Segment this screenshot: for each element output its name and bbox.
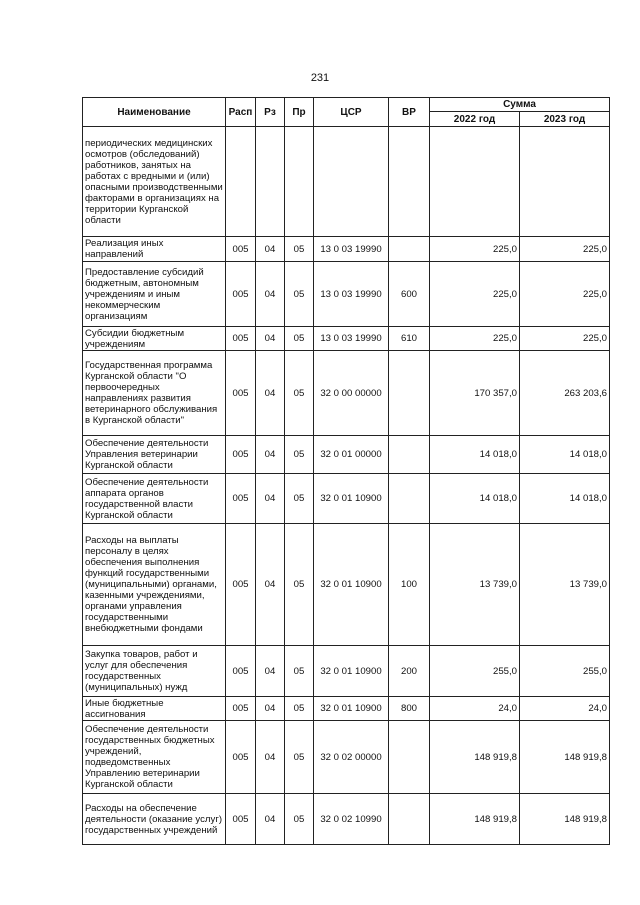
- row-csr: 32 0 01 10900: [314, 697, 389, 721]
- row-amount-2023: 263 203,6: [520, 351, 610, 436]
- header-year-2022: 2022 год: [430, 112, 520, 127]
- row-rasp: 005: [226, 697, 256, 721]
- table-body: [83, 127, 610, 845]
- header-csr: ЦСР: [314, 98, 389, 127]
- row-amount-2023: 255,0: [520, 646, 610, 697]
- row-pr: 05: [285, 351, 314, 436]
- table-header: [83, 98, 610, 127]
- header-rasp: Расп: [226, 98, 256, 127]
- table-row: [83, 127, 610, 237]
- row-vr: [389, 436, 430, 474]
- row-pr: 05: [285, 262, 314, 327]
- row-pr: 05: [285, 697, 314, 721]
- row-amount-2022: 14 018,0: [430, 436, 520, 474]
- row-amount-2023: 148 919,8: [520, 721, 610, 794]
- row-amount-2023: 148 919,8: [520, 794, 610, 845]
- row-name: Предоставление субсидий бюджетным, автономным учреждениям и иным некоммерческим организациям: [83, 262, 226, 327]
- row-rz: [256, 127, 285, 237]
- row-rz: 04: [256, 474, 285, 524]
- row-rasp: [226, 127, 256, 237]
- row-vr: 610: [389, 327, 430, 351]
- row-vr: 600: [389, 262, 430, 327]
- table-row: [83, 794, 610, 845]
- row-amount-2023: 225,0: [520, 262, 610, 327]
- table-row: [83, 474, 610, 524]
- row-csr: [314, 127, 389, 237]
- row-rasp: 005: [226, 794, 256, 845]
- row-rz: 04: [256, 237, 285, 262]
- row-amount-2022: 170 357,0: [430, 351, 520, 436]
- row-rasp: 005: [226, 474, 256, 524]
- row-amount-2022: 225,0: [430, 327, 520, 351]
- row-name: Субсидии бюджетным учреждениям: [83, 327, 226, 351]
- row-csr: 32 0 00 00000: [314, 351, 389, 436]
- row-pr: 05: [285, 474, 314, 524]
- row-amount-2022: 225,0: [430, 237, 520, 262]
- row-rz: 04: [256, 524, 285, 646]
- row-amount-2022: 148 919,8: [430, 794, 520, 845]
- header-vr: ВР: [389, 98, 430, 127]
- row-csr: 13 0 03 19990: [314, 237, 389, 262]
- row-rasp: 005: [226, 327, 256, 351]
- row-pr: 05: [285, 646, 314, 697]
- row-rz: 04: [256, 327, 285, 351]
- row-pr: 05: [285, 436, 314, 474]
- row-name: Обеспечение деятельности Управления ветеринарии Курганской области: [83, 436, 226, 474]
- row-amount-2023: 14 018,0: [520, 436, 610, 474]
- row-pr: 05: [285, 524, 314, 646]
- row-rasp: 005: [226, 436, 256, 474]
- row-amount-2022: [430, 127, 520, 237]
- row-csr: 32 0 01 10900: [314, 646, 389, 697]
- row-amount-2022: 255,0: [430, 646, 520, 697]
- row-name: Иные бюджетные ассигнования: [83, 697, 226, 721]
- row-rz: 04: [256, 794, 285, 845]
- row-pr: 05: [285, 237, 314, 262]
- row-name: Расходы на обеспечение деятельности (оказание услуг) государственных учреждений: [83, 794, 226, 845]
- header-pr: Пр: [285, 98, 314, 127]
- table-row: [83, 721, 610, 794]
- row-amount-2023: 225,0: [520, 327, 610, 351]
- row-vr: 800: [389, 697, 430, 721]
- row-csr: 32 0 02 00000: [314, 721, 389, 794]
- row-rz: 04: [256, 351, 285, 436]
- table-row: [83, 436, 610, 474]
- row-amount-2022: 13 739,0: [430, 524, 520, 646]
- header-name: Наименование: [83, 98, 226, 127]
- table-row: [83, 524, 610, 646]
- row-vr: [389, 474, 430, 524]
- row-rasp: 005: [226, 524, 256, 646]
- row-rz: 04: [256, 721, 285, 794]
- row-rz: 04: [256, 436, 285, 474]
- row-csr: 32 0 01 00000: [314, 436, 389, 474]
- header-rz: Рз: [256, 98, 285, 127]
- row-vr: 100: [389, 524, 430, 646]
- row-rasp: 005: [226, 262, 256, 327]
- row-amount-2023: 14 018,0: [520, 474, 610, 524]
- table-row: [83, 697, 610, 721]
- row-vr: [389, 794, 430, 845]
- row-csr: 13 0 03 19990: [314, 262, 389, 327]
- table-row: [83, 262, 610, 327]
- row-amount-2023: 225,0: [520, 237, 610, 262]
- row-vr: [389, 351, 430, 436]
- row-pr: [285, 127, 314, 237]
- row-name: Государственная программа Курганской области "О первоочередных направлениях развития ветеринарного обслуживания в Курганской области": [83, 351, 226, 436]
- row-csr: 32 0 01 10900: [314, 524, 389, 646]
- row-amount-2022: 14 018,0: [430, 474, 520, 524]
- header-sum: Сумма: [430, 98, 610, 112]
- table-row: [83, 327, 610, 351]
- row-csr: 32 0 02 10990: [314, 794, 389, 845]
- row-pr: 05: [285, 794, 314, 845]
- row-name: Реализация иных направлений: [83, 237, 226, 262]
- row-amount-2022: 24,0: [430, 697, 520, 721]
- row-pr: 05: [285, 721, 314, 794]
- page-number: 231: [310, 72, 330, 84]
- row-rasp: 005: [226, 351, 256, 436]
- budget-table: [82, 97, 610, 845]
- row-name: Расходы на выплаты персоналу в целях обеспечения выполнения функций государственными (муниципальными) органами, казенными учреждениями, органами управления государственными внебюджетными фондами: [83, 524, 226, 646]
- row-name: Обеспечение деятельности государственных бюджетных учреждений, подведомственных Управлению ветеринарии Курганской области: [83, 721, 226, 794]
- row-amount-2022: 148 919,8: [430, 721, 520, 794]
- row-name: Закупка товаров, работ и услуг для обеспечения государственных (муниципальных) нужд: [83, 646, 226, 697]
- table-row: [83, 351, 610, 436]
- row-amount-2023: 13 739,0: [520, 524, 610, 646]
- row-name: периодических медицинских осмотров (обследований) работников, занятых на работах с вредными и (или) опасными производственными факторами в организациях на территории Курганской области: [83, 127, 226, 237]
- row-csr: 32 0 01 10900: [314, 474, 389, 524]
- row-rz: 04: [256, 697, 285, 721]
- row-name: Обеспечение деятельности аппарата органов государственной власти Курганской области: [83, 474, 226, 524]
- row-vr: [389, 721, 430, 794]
- row-vr: [389, 237, 430, 262]
- row-vr: 200: [389, 646, 430, 697]
- row-vr: [389, 127, 430, 237]
- header-year-2023: 2023 год: [520, 112, 610, 127]
- row-amount-2022: 225,0: [430, 262, 520, 327]
- table-row: [83, 237, 610, 262]
- row-rasp: 005: [226, 237, 256, 262]
- row-amount-2023: [520, 127, 610, 237]
- row-rasp: 005: [226, 646, 256, 697]
- row-rasp: 005: [226, 721, 256, 794]
- row-pr: 05: [285, 327, 314, 351]
- row-csr: 13 0 03 19990: [314, 327, 389, 351]
- table-row: [83, 646, 610, 697]
- row-amount-2023: 24,0: [520, 697, 610, 721]
- row-rz: 04: [256, 262, 285, 327]
- row-rz: 04: [256, 646, 285, 697]
